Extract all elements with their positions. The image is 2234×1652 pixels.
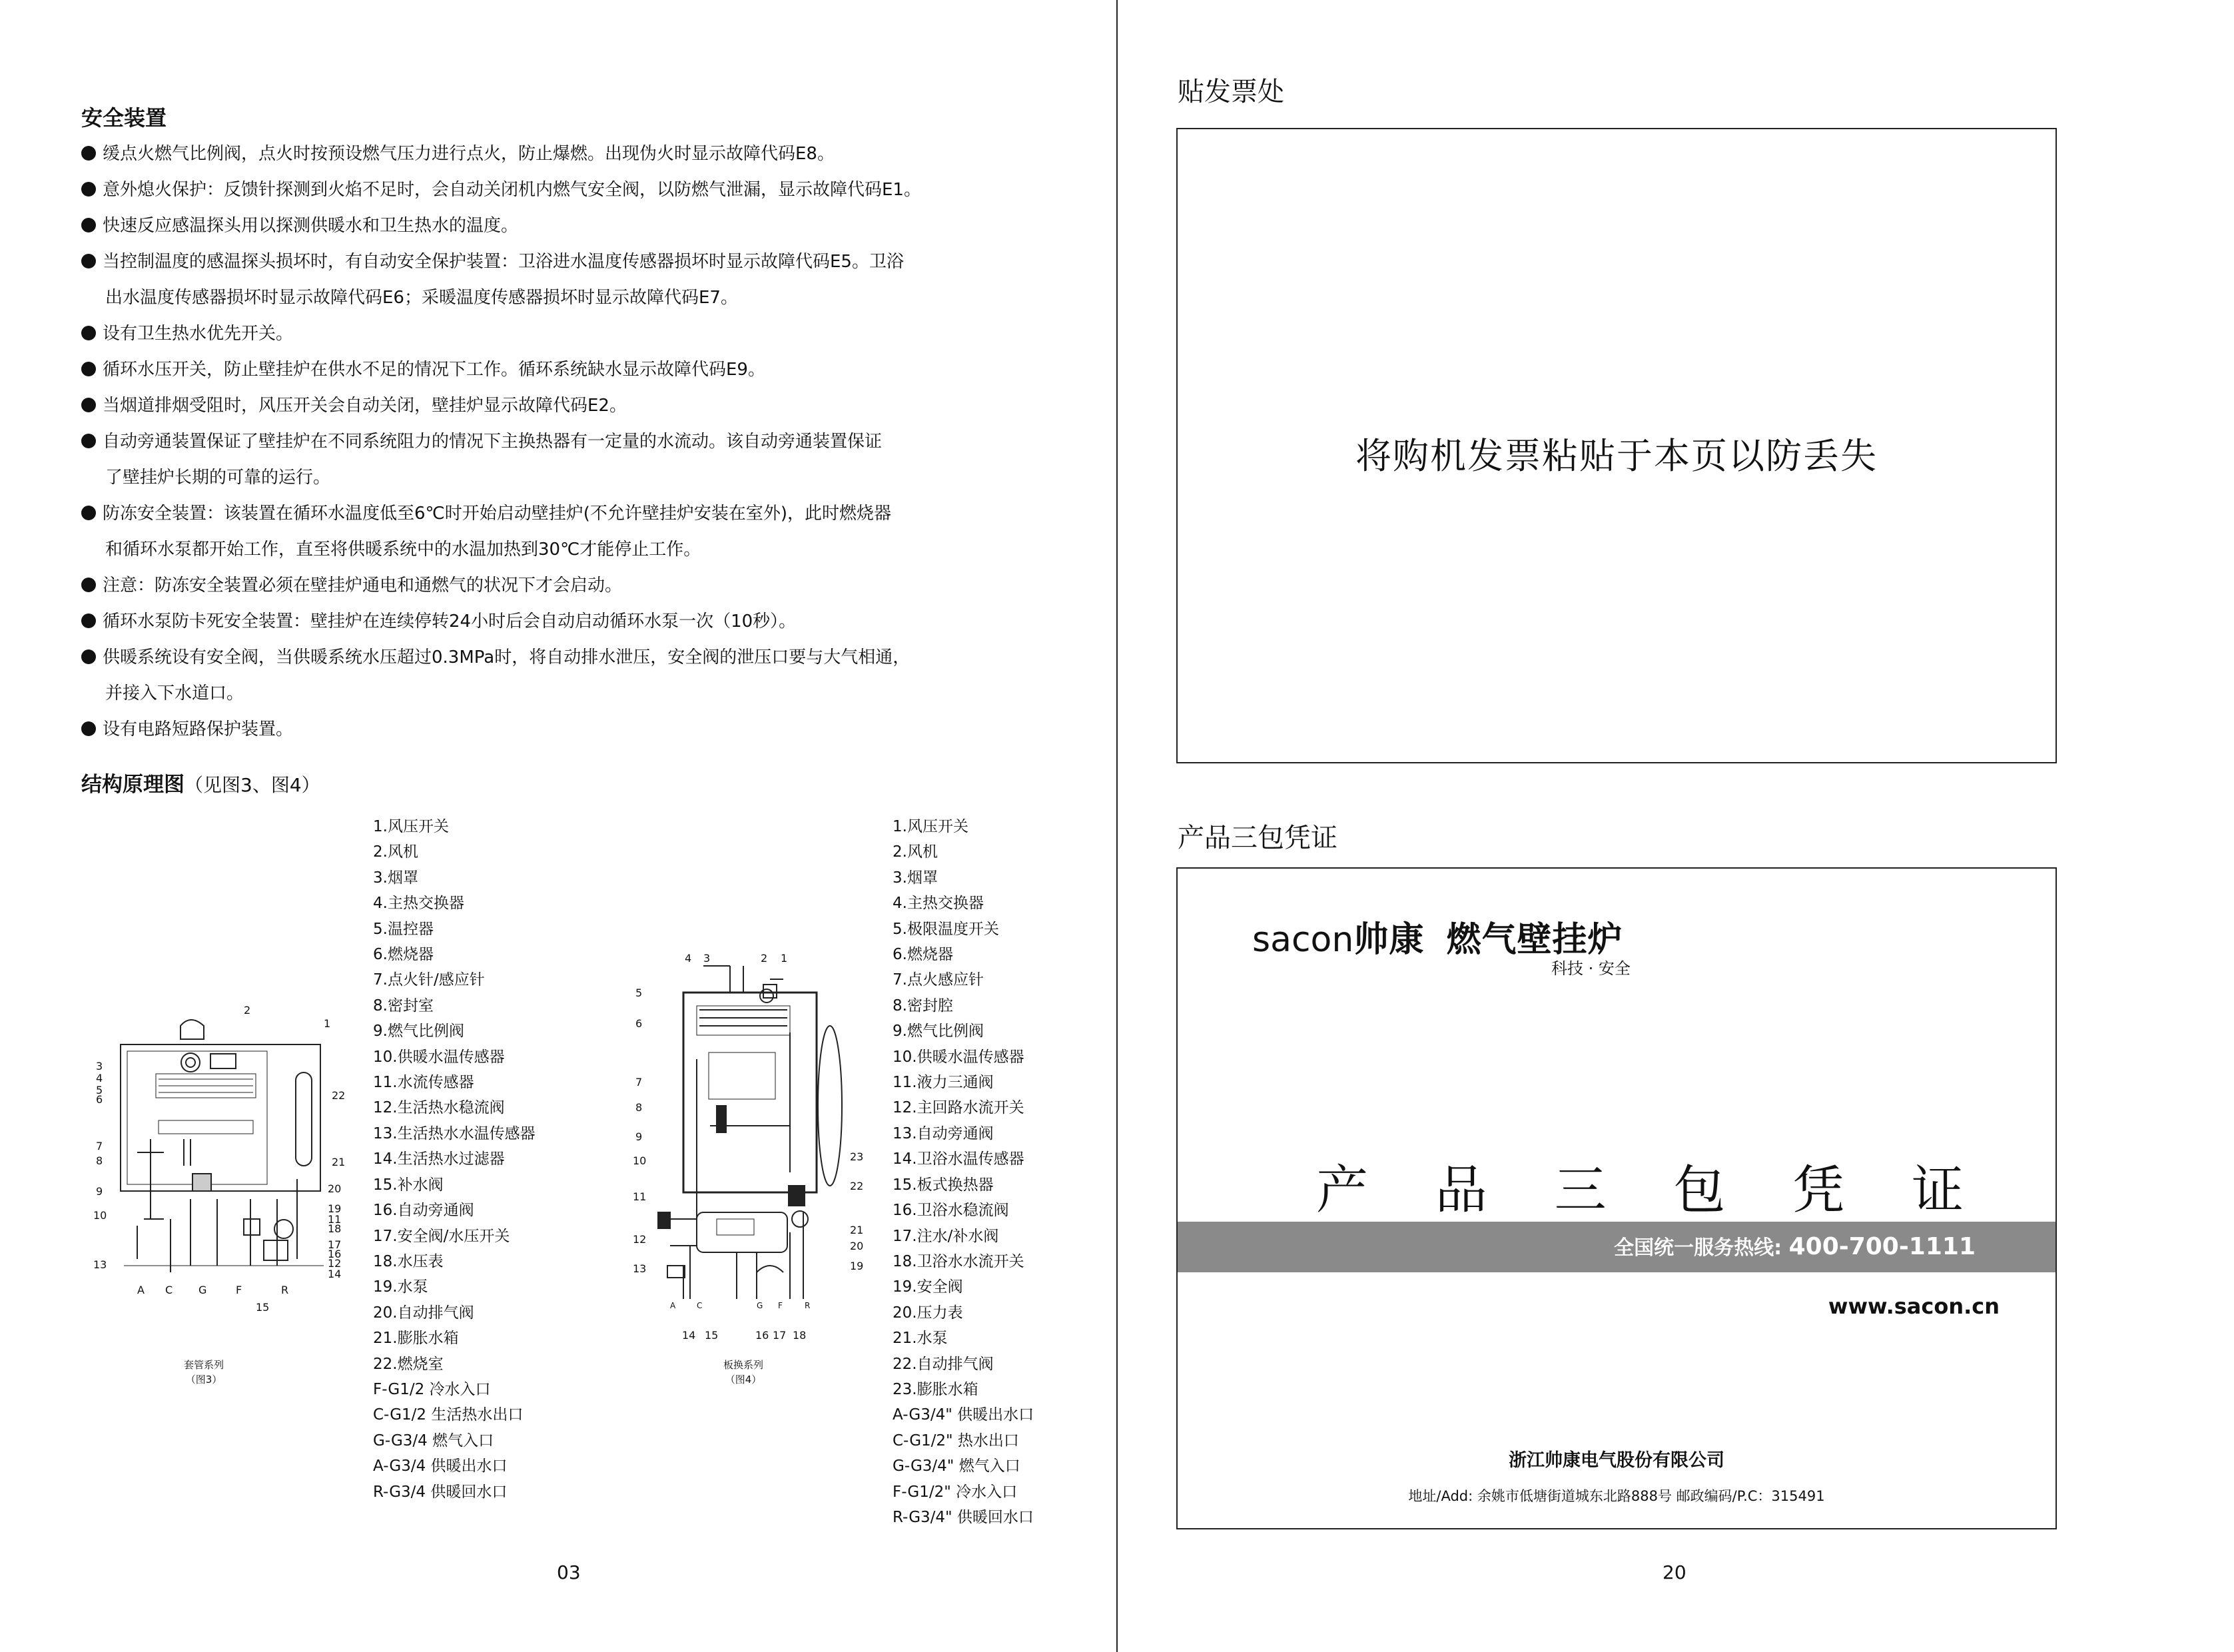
figure3-legend-item: 18.水压表 xyxy=(373,1252,444,1270)
fig3-label-left-5: 5 xyxy=(96,1084,103,1096)
figure4-legend-item: 9.燃气比例阀 xyxy=(893,1023,984,1040)
figure4-legend-item: G-G3/4" 燃气入口 xyxy=(893,1457,1020,1475)
fig4-label-right-19: 19 xyxy=(850,1260,864,1272)
figure3-legend-item: 1.风压开关 xyxy=(373,818,449,835)
page-divider xyxy=(1116,0,1118,1652)
safety-item xyxy=(81,388,1054,424)
safety-item-line: 并接入下水道口。 xyxy=(105,683,244,703)
structure-heading xyxy=(81,767,320,797)
figure4-legend-item: 16.卫浴水稳流阀 xyxy=(893,1202,1009,1220)
figure4-legend-item: 11.液力三通阀 xyxy=(893,1074,994,1092)
figure3-legend-item: 12.生活热水稳流阀 xyxy=(373,1099,505,1117)
website-url: www.sacon.cn xyxy=(1828,1294,2000,1319)
fig3-label-left-13: 13 xyxy=(93,1258,107,1271)
figure4-legend-item: 4.主热交换器 xyxy=(893,895,984,913)
safety-item-line: 意外熄火保护：反馈针探测到火焰不足时，会自动关闭机内燃气安全阀，以防燃气泄漏，显示故障代码E1。 xyxy=(103,180,921,200)
figure4-legend-item: 18.卫浴水水流开关 xyxy=(893,1252,1024,1270)
figure3-legend xyxy=(373,814,536,1505)
product-name: 燃气壁挂炉 xyxy=(1446,920,1623,960)
fig4-label-left-7: 7 xyxy=(635,1076,643,1088)
fig3-label-left-10: 10 xyxy=(93,1209,107,1222)
figure3-legend-item: R-G3/4 供暖回水口 xyxy=(373,1483,508,1501)
bullet-dot-icon xyxy=(81,721,96,736)
bullet-dot-icon xyxy=(81,614,96,628)
fig3-label-left-8: 8 xyxy=(96,1154,103,1167)
fig4-label-15: 15 xyxy=(705,1329,719,1342)
fig4-label-top-3: 3 xyxy=(703,953,711,965)
figure4-legend-item: 5.极限温度开关 xyxy=(893,920,999,938)
figure3-caption-title: 套管系列 xyxy=(183,1359,224,1371)
figure3-legend-item: 21.膨胀水箱 xyxy=(373,1330,459,1348)
fig4-label-top-1: 1 xyxy=(781,953,788,965)
safety-item xyxy=(81,136,1054,172)
figure4-caption xyxy=(690,1358,797,1387)
fig4-label-18: 18 xyxy=(793,1329,807,1342)
safety-item-line: 了壁挂炉长期的可靠的运行。 xyxy=(105,468,331,488)
bullet-dot-icon xyxy=(81,218,96,232)
safety-item-line: 防冻安全装置：该装置在循环水温度低至6℃时开始启动壁挂炉(不允许壁挂炉安装在室外)，此时燃烧器 xyxy=(103,504,892,524)
figure3-caption xyxy=(151,1358,257,1387)
figure3-legend-item: 17.安全阀/水压开关 xyxy=(373,1227,510,1245)
safety-item xyxy=(81,208,1054,244)
safety-item xyxy=(81,352,1054,388)
hotline-label: 全国统一服务热线: xyxy=(1614,1236,1782,1260)
figure3-caption-number: （图3） xyxy=(185,1374,222,1386)
figure4-diagram xyxy=(630,953,870,1346)
figure3-legend-item: 10.供暖水温传感器 xyxy=(373,1048,505,1066)
fig3-label-top-2: 2 xyxy=(244,1004,251,1017)
fig4-label-G: G xyxy=(757,1301,763,1310)
safety-item-line: 出水温度传感器损坏时显示故障代码E6；采暖温度传感器损坏时显示故障代码E7。 xyxy=(105,288,738,308)
invoice-heading: 贴发票处 xyxy=(1178,77,1284,107)
bullet-dot-icon xyxy=(81,182,96,197)
fig4-label-top-2: 2 xyxy=(761,953,768,965)
fig4-label-C: C xyxy=(697,1301,703,1310)
safety-item-line: 当烟道排烟受阻时，风压开关会自动关闭，壁挂炉显示故障代码E2。 xyxy=(103,396,627,416)
bullet-dot-icon xyxy=(81,506,96,520)
fig3-label-C: C xyxy=(165,1284,173,1296)
fig3-label-left-4: 4 xyxy=(96,1072,103,1084)
figure3-legend-item: 11.水流传感器 xyxy=(373,1074,474,1092)
safety-item xyxy=(81,316,1054,352)
figure4-legend-item: 3.烟罩 xyxy=(893,869,938,887)
figure3-diagram xyxy=(84,999,357,1319)
figure4-legend-item: 7.点火感应针 xyxy=(893,971,984,989)
figure4-legend-item: 14.卫浴水温传感器 xyxy=(893,1150,1024,1168)
figure4-legend-item: 2.风机 xyxy=(893,843,938,861)
safety-item xyxy=(81,639,1054,711)
figure4-legend-item: 13.自动旁通阀 xyxy=(893,1124,994,1142)
fig3-label-right-20: 20 xyxy=(328,1182,342,1195)
figure4-legend-item: 21.水泵 xyxy=(893,1330,948,1348)
fig4-label-A: A xyxy=(670,1301,676,1310)
hotline xyxy=(1614,1231,1976,1260)
safety-item-line: 循环水泵防卡死安全装置：壁挂炉在连续停转24小时后会自动启动循环水泵一次（10秒）。 xyxy=(103,612,797,631)
safety-item-line: 和循环水泵都开始工作，直至将供暖系统中的水温加热到30℃才能停止工作。 xyxy=(105,540,701,560)
safety-item xyxy=(81,424,1054,496)
fig4-label-right-20: 20 xyxy=(850,1240,864,1252)
page-number-left: 03 xyxy=(557,1561,581,1583)
fig3-label-15: 15 xyxy=(256,1301,270,1314)
figure3-legend-item: 3.烟罩 xyxy=(373,869,418,887)
fig3-label-F: F xyxy=(236,1284,242,1296)
warranty-heading: 产品三包凭证 xyxy=(1178,823,1337,853)
figure4-legend-item: 10.供暖水温传感器 xyxy=(893,1048,1024,1066)
hotline-band xyxy=(1178,1222,2055,1272)
warranty-card xyxy=(1176,867,2057,1529)
fig3-label-right-17: 17 xyxy=(328,1238,342,1251)
fig4-label-14: 14 xyxy=(682,1329,696,1342)
figure4-caption-number: （图4） xyxy=(725,1374,762,1386)
fig4-label-17: 17 xyxy=(773,1329,787,1342)
page-number-right: 20 xyxy=(1663,1561,1686,1583)
safety-item-line: 循环水压开关，防止壁挂炉在供水不足的情况下工作。循环系统缺水显示故障代码E9。 xyxy=(103,360,765,380)
safety-item xyxy=(81,568,1054,604)
fig3-label-right-14: 14 xyxy=(328,1268,342,1280)
safety-item xyxy=(81,172,1054,208)
bullet-dot-icon xyxy=(81,362,96,376)
safety-item-line: 缓点火燃气比例阀，点火时按预设燃气压力进行点火，防止爆燃。出现伪火时显示故障代码E8。 xyxy=(103,144,835,164)
bullet-dot-icon xyxy=(81,146,96,161)
figure3-legend-item: 9.燃气比例阀 xyxy=(373,1023,464,1040)
fig4-label-left-8: 8 xyxy=(635,1101,643,1114)
figure3-legend-item: 7.点火针/感应针 xyxy=(373,971,485,989)
figure4-legend-item: 6.燃烧器 xyxy=(893,946,953,964)
figure4-legend-item: 19.安全阀 xyxy=(893,1278,963,1296)
safety-item-line: 设有卫生热水优先开关。 xyxy=(103,324,294,344)
safety-item-line: 供暖系统设有安全阀，当供暖系统水压超过0.3MPa时，将自动排水泄压，安全阀的泄压口要与大气相通， xyxy=(103,647,911,667)
safety-item-line: 设有电路短路保护装置。 xyxy=(103,719,294,739)
fig3-label-left-3: 3 xyxy=(96,1060,103,1072)
bullet-dot-icon xyxy=(81,326,96,340)
fig3-label-right-19: 19 xyxy=(328,1202,342,1215)
fig3-label-left-6: 6 xyxy=(96,1093,103,1106)
bullet-dot-icon xyxy=(81,578,96,592)
fig4-label-top-4: 4 xyxy=(685,953,692,965)
figure3-legend-item: A-G3/4 供暖出水口 xyxy=(373,1457,508,1475)
figure4-legend-item: 23.膨胀水箱 xyxy=(893,1380,978,1398)
fig3-label-right-12: 12 xyxy=(328,1257,342,1270)
safety-item xyxy=(81,604,1054,639)
figure4-legend-item: 17.注水/补水阀 xyxy=(893,1227,999,1245)
brand-tagline: 科技 · 安全 xyxy=(1551,959,1631,978)
structure-subtitle: （见图3、图4） xyxy=(185,774,320,796)
figure4-legend-item: 8.密封腔 xyxy=(893,997,953,1015)
fig4-label-F: F xyxy=(778,1301,783,1310)
fig4-label-left-11: 11 xyxy=(633,1190,647,1203)
figure3-legend-item: 22.燃烧室 xyxy=(373,1355,444,1373)
fig4-label-right-22: 22 xyxy=(850,1180,864,1192)
brand-logo-en: sacon xyxy=(1252,920,1354,960)
safety-item xyxy=(81,244,1054,316)
safety-item-line: 当控制温度的感温探头损坏时，有自动安全保护装置：卫浴进水温度传感器损坏时显示故障代码E5。卫浴 xyxy=(103,252,904,272)
safety-heading: 安全装置 xyxy=(81,105,167,131)
bullet-dot-icon xyxy=(81,434,96,448)
safety-item-line: 自动旁通装置保证了壁挂炉在不同系统阻力的情况下主换热器有一定量的水流动。该自动旁通装置保证 xyxy=(103,432,883,452)
fig4-label-right-21: 21 xyxy=(850,1224,864,1236)
fig4-label-left-9: 9 xyxy=(635,1130,643,1143)
fig3-label-right-22: 22 xyxy=(332,1089,346,1102)
figure3-legend-item: 4.主热交换器 xyxy=(373,895,464,913)
fig4-label-R: R xyxy=(805,1301,811,1310)
figure4-legend-item: R-G3/4" 供暖回水口 xyxy=(893,1508,1034,1526)
brand-logo xyxy=(1252,911,1623,961)
warranty-card-title: 产 品 三 包 凭 证 xyxy=(1316,1160,1989,1220)
figure3-legend-item: F-G1/2 冷水入口 xyxy=(373,1380,491,1398)
figure3-legend-item: 5.温控器 xyxy=(373,920,434,938)
company-name: 浙江帅康电气股份有限公司 xyxy=(1509,1450,1724,1471)
figure3-legend-item: 19.水泵 xyxy=(373,1278,428,1296)
fig3-label-right-16: 16 xyxy=(328,1248,342,1260)
safety-item-line: 注意：防冻安全装置必须在壁挂炉通电和通燃气的状况下才会启动。 xyxy=(103,576,623,596)
figure3-legend-item: 20.自动排气阀 xyxy=(373,1304,474,1322)
figure3-legend-item: 16.自动旁通阀 xyxy=(373,1202,474,1220)
brand-logo-cn: 帅康 xyxy=(1353,920,1425,960)
bullet-dot-icon xyxy=(81,649,96,664)
fig3-label-right-11: 11 xyxy=(328,1213,342,1226)
figure3-legend-item: 2.风机 xyxy=(373,843,418,861)
figure4-caption-title: 板换系列 xyxy=(723,1359,763,1371)
figure3-legend-item: C-G1/2 生活热水出口 xyxy=(373,1406,524,1424)
safety-list xyxy=(81,136,1054,747)
safety-item xyxy=(81,496,1054,568)
safety-item xyxy=(81,711,1054,747)
fig4-label-right-23: 23 xyxy=(850,1150,864,1163)
figure4-legend xyxy=(893,814,1034,1530)
figure4-legend-item: 15.板式换热器 xyxy=(893,1176,994,1194)
figure3-legend-item: G-G3/4 燃气入口 xyxy=(373,1432,494,1449)
fig4-label-left-10: 10 xyxy=(633,1154,647,1167)
fig4-label-16: 16 xyxy=(755,1329,769,1342)
figure3-legend-item: 6.燃烧器 xyxy=(373,946,434,964)
figure3-legend-item: 8.密封室 xyxy=(373,997,434,1015)
figure3-legend-item: 14.生活热水过滤器 xyxy=(373,1150,505,1168)
fig3-label-left-7: 7 xyxy=(96,1140,103,1152)
fig4-label-left-6: 6 xyxy=(635,1017,643,1030)
bullet-dot-icon xyxy=(81,254,96,268)
fig3-label-right-21: 21 xyxy=(332,1156,346,1168)
fig3-label-R: R xyxy=(281,1284,289,1296)
fig3-label-G: G xyxy=(198,1284,207,1296)
structure-title: 结构原理图 xyxy=(81,773,185,797)
fig4-label-left-5: 5 xyxy=(635,987,643,999)
figure4-legend-item: 20.压力表 xyxy=(893,1304,963,1322)
figure4-legend-item: C-G1/2" 热水出口 xyxy=(893,1432,1019,1449)
figure3-legend-item: 13.生活热水水温传感器 xyxy=(373,1124,536,1142)
figure4-legend-item: 1.风压开关 xyxy=(893,818,968,835)
figure4-legend-item: 22.自动排气阀 xyxy=(893,1355,994,1373)
fig3-label-A: A xyxy=(137,1284,145,1296)
fig3-label-top-1: 1 xyxy=(324,1017,331,1030)
bullet-dot-icon xyxy=(81,398,96,412)
figure4-legend-item: F-G1/2" 冷水入口 xyxy=(893,1483,1018,1501)
fig4-label-left-12: 12 xyxy=(633,1233,647,1246)
safety-item-line: 快速反应感温探头用以探测供暖水和卫生热水的温度。 xyxy=(103,216,519,236)
figure4-legend-item: A-G3/4" 供暖出水口 xyxy=(893,1406,1034,1424)
fig4-label-left-13: 13 xyxy=(633,1262,647,1275)
company-address: 地址/Add: 余姚市低塘街道城东北路888号 邮政编码/P.C：315491 xyxy=(1408,1488,1825,1504)
invoice-box xyxy=(1176,128,2057,763)
fig3-label-left-9: 9 xyxy=(96,1185,103,1198)
figure4-legend-item: 12.主回路水流开关 xyxy=(893,1099,1024,1117)
fig3-label-right-18: 18 xyxy=(328,1222,342,1235)
hotline-number: 400-700-1111 xyxy=(1788,1233,1976,1260)
figure3-legend-item: 15.补水阀 xyxy=(373,1176,444,1194)
invoice-instruction: 将购机发票粘贴于本页以防丢失 xyxy=(1355,435,1878,477)
